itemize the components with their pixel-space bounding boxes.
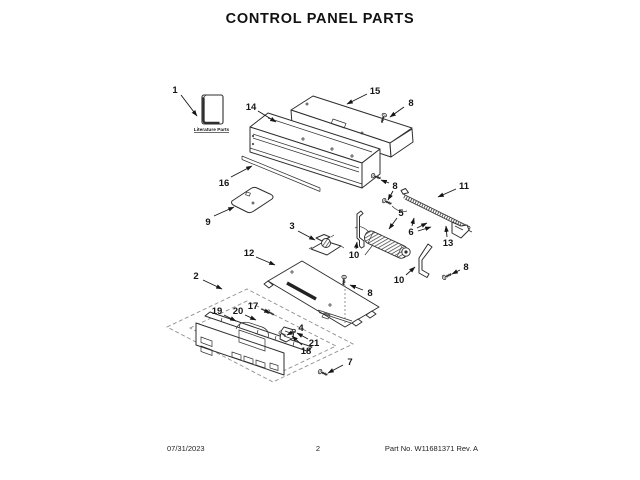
screw-8-right — [442, 272, 453, 280]
callout-16 — [219, 166, 252, 189]
svg-text:10: 10 — [348, 250, 360, 261]
screw-8-mid2 — [382, 198, 393, 206]
callout-10b — [394, 267, 415, 286]
svg-text:8: 8 — [463, 262, 469, 273]
footer-part-number: Part No. W11681371 Rev. A — [384, 444, 478, 453]
mounting-panel — [264, 261, 379, 327]
page-title: CONTROL PANEL PARTS — [225, 11, 415, 27]
svg-text:13: 13 — [442, 238, 454, 249]
svg-text:3: 3 — [289, 221, 295, 232]
callout-2 — [193, 271, 222, 289]
literature-label: Literature Parts — [193, 128, 230, 133]
svg-text:8: 8 — [408, 98, 414, 109]
svg-text:15: 15 — [369, 86, 381, 97]
screw-17 — [266, 309, 275, 316]
callout-11 — [438, 181, 470, 197]
latch-bracket-left — [357, 211, 364, 248]
footer-date: 07/31/2023 — [167, 444, 205, 453]
callout-8c — [452, 262, 469, 274]
callout-5 — [389, 208, 404, 229]
callout-7 — [328, 357, 353, 373]
svg-text:14: 14 — [245, 102, 257, 113]
svg-text:18: 18 — [300, 346, 312, 357]
svg-text:7: 7 — [347, 357, 353, 368]
svg-text:8: 8 — [367, 288, 373, 299]
svg-text:10: 10 — [393, 275, 405, 286]
svg-text:12: 12 — [243, 248, 255, 259]
svg-text:16: 16 — [218, 178, 230, 189]
callout-10a — [349, 242, 360, 261]
screw-7 — [318, 369, 329, 377]
svg-text:21: 21 — [308, 338, 320, 349]
callout-15 — [347, 86, 381, 104]
literature-booklet — [194, 95, 230, 133]
callout-1 — [172, 85, 197, 116]
callout-12 — [244, 248, 275, 265]
svg-text:20: 20 — [232, 306, 244, 317]
screw-8-panel — [341, 275, 346, 285]
svg-text:11: 11 — [458, 181, 470, 192]
latch-bracket-right — [419, 244, 432, 278]
svg-text:19: 19 — [211, 306, 223, 317]
svg-text:1: 1 — [172, 85, 178, 96]
page-footer — [0, 444, 640, 458]
svg-text:2: 2 — [193, 271, 199, 282]
footer-page-number: 2 — [315, 444, 321, 453]
callout-8b — [381, 180, 398, 200]
svg-text:4: 4 — [298, 323, 304, 334]
svg-text:5: 5 — [398, 208, 404, 219]
callout-9 — [205, 207, 234, 228]
access-plate — [232, 187, 273, 212]
svg-text:6: 6 — [408, 227, 414, 238]
callout-3 — [289, 221, 315, 240]
svg-text:17: 17 — [247, 301, 259, 312]
motor-bracket — [309, 235, 344, 256]
svg-text:9: 9 — [205, 217, 211, 228]
callout-6 — [408, 218, 431, 238]
svg-text:8: 8 — [392, 181, 398, 192]
callout-8a — [390, 98, 414, 117]
